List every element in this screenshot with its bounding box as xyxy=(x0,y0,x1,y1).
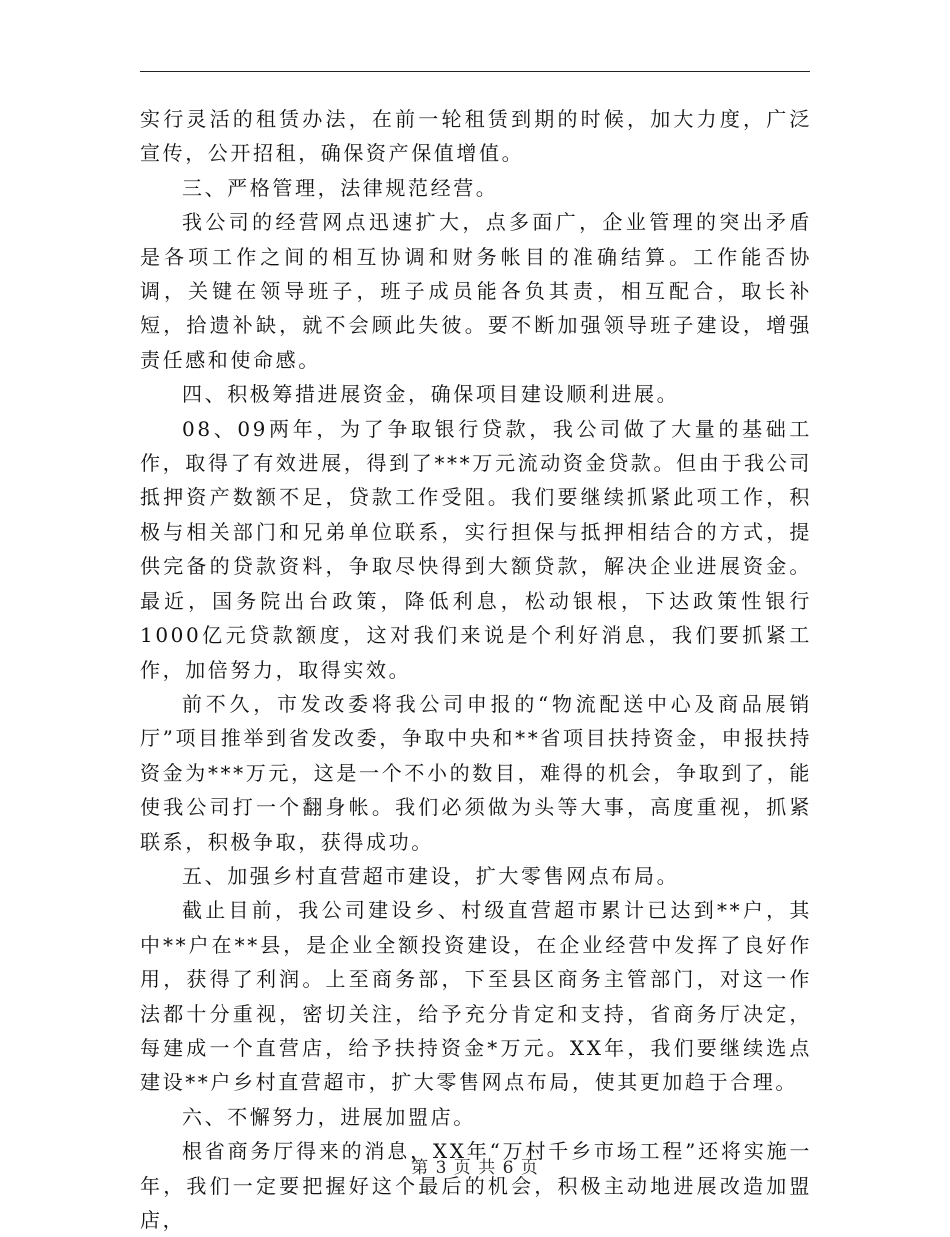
section-heading-6: 六、不懈努力，进展加盟店。 xyxy=(182,1104,476,1129)
paragraph: 根省商务厅得来的消息，XX年“万村千乡市场工程”还将实施一年，我们一定要把握好这个最后的机会，积极主动地进展改造加盟店， xyxy=(140,1139,812,1232)
paragraph: 我公司的经营网点迅速扩大，点多面广，企业管理的突出矛盾是各项工作之间的相互协调和财务帐目的准确结算。工作能否协调，关键在领导班子，班子成员能各负其责，相互配合，取长补短，拾遗补缺，就不会顾此失彼。要不断加强领导班子建设，增强责任感和使命感。 xyxy=(140,210,812,372)
section-heading-5: 五、加强乡村直营超市建设，扩大零售网点布局。 xyxy=(182,863,680,888)
paragraph: 08、09两年，为了争取银行贷款，我公司做了大量的基础工作，取得了有效进展，得到了***万元流动资金贷款。但由于我公司抵押资产数额不足，贷款工作受阻。我们要继续抓紧此项工作，积极与相关部门和兄弟单位联系，实行担保与抵押相结合的方式，提供完备的贷款资料，争取尽快得到大额贷款，解决企业进展资金。最近，国务院出台政策，降低利息，松动银根，下达政策性银行1000亿元贷款额度，这对我们来说是个利好消息，我们要抓紧工作，加倍努力，取得实效。 xyxy=(140,416,812,682)
section-heading-4: 四、积极筹措进展资金，确保项目建设顺利进展。 xyxy=(182,382,680,407)
paragraph: 实行灵活的租赁办法，在前一轮租赁到期的时候，加大力度，广泛宣传，公开招租，确保资产保值增值。 xyxy=(140,107,812,166)
paragraph: 前不久，市发改委将我公司申报的“物流配送中心及商品展销厅”项目推举到省发改委，争取中央和**省项目扶持资金，申报扶持资金为***万元，这是一个不小的数目，难得的机会，争取到了，能使我公司打一个翻身帐。我们必须做为头等大事，高度重视，抓紧联系，积极争取，获得成功。 xyxy=(140,691,812,854)
section-heading-3: 三、严格管理，法律规范经营。 xyxy=(182,175,499,200)
page-footer: 第 3 页 共 6 页 xyxy=(411,1158,539,1178)
body-text xyxy=(140,102,812,1237)
paragraph: 截止目前，我公司建设乡、村级直营超市累计已达到**户，其中**户在**县，是企业全额投资建设，在企业经营中发挥了良好作用，获得了利润。上至商务部，下至县区商务主管部门，对这一作法都十分重视，密切关注，给予充分肯定和支持，省商务厅决定，每建成一个直营店，给予扶持资金*万元。XX年，我们要继续选点建设**户乡村直营超市，扩大零售网点布局，使其更加趋于合理。 xyxy=(140,898,812,1095)
header-rule xyxy=(140,71,810,72)
